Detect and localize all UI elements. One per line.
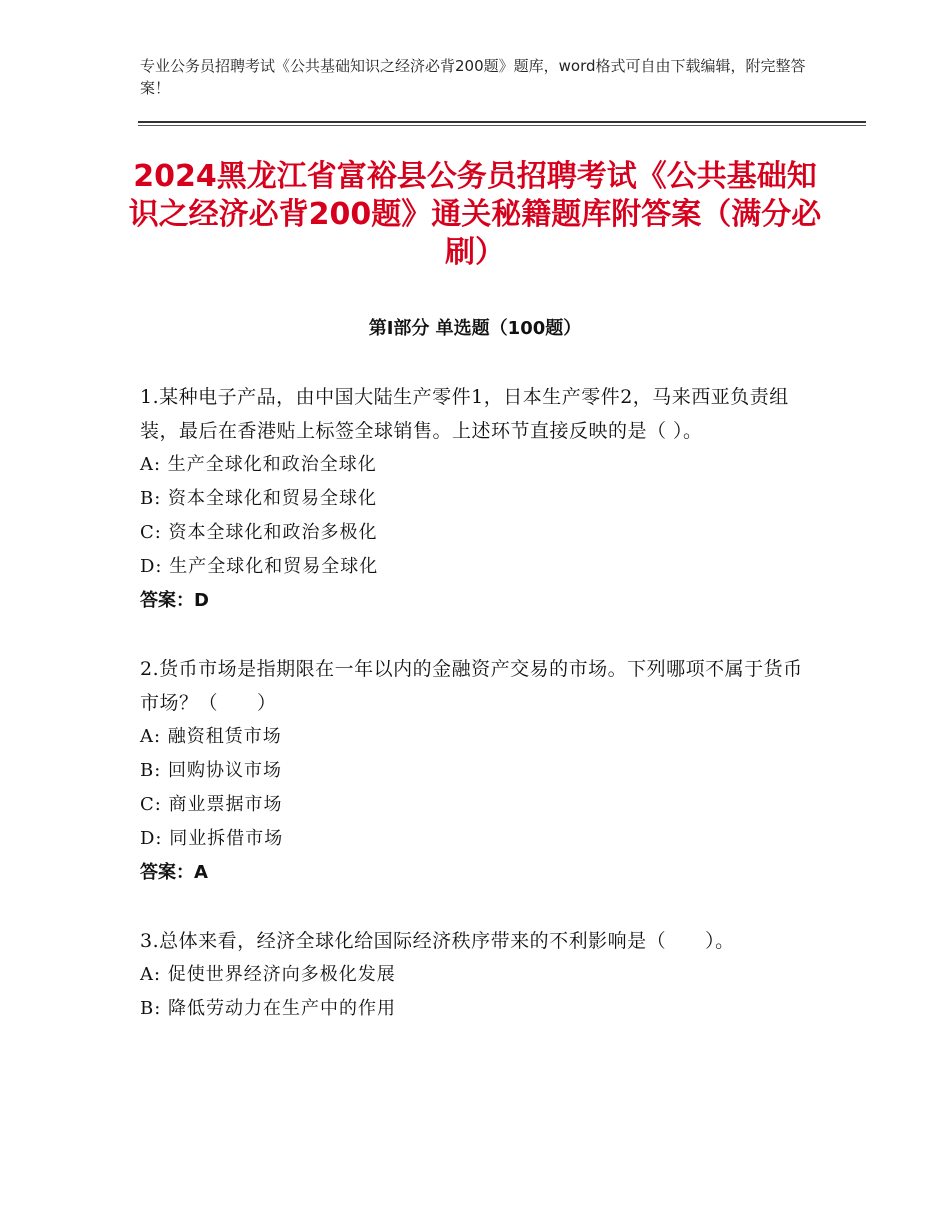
question-stem: 1.某种电子产品，由中国大陆生产零件1，日本生产零件2，马来西亚负责组装，最后在香港贴上标签全球销售。上述环节直接反映的是（ ）。 [140, 386, 789, 442]
question-2 [140, 652, 810, 890]
question-3 [140, 924, 810, 1026]
option-b: B: 资本全球化和贸易全球化 [140, 488, 378, 509]
document-title: 2024黑龙江省富裕县公务员招聘考试《公共基础知识之经济必背200题》通关秘籍题库附答案（满分必刷） [128, 159, 822, 270]
question-stem: 2.货币市场是指期限在一年以内的金融资产交易的市场。下列哪项不属于货币市场？（ ） [140, 658, 803, 714]
answer-label: 答案：A [140, 862, 208, 883]
header-note: 专业公务员招聘考试《公共基础知识之经济必背200题》题库，word格式可自由下载编辑，附完整答案！ [140, 57, 806, 97]
question-1 [140, 380, 810, 618]
question-list [140, 380, 810, 1060]
option-c: C: 资本全球化和政治多极化 [140, 522, 378, 543]
option-a: A: 生产全球化和政治全球化 [140, 454, 377, 475]
option-a: A: 融资租赁市场 [140, 726, 282, 747]
answer-label: 答案：D [140, 590, 209, 611]
option-d: D: 生产全球化和贸易全球化 [140, 556, 379, 577]
question-stem: 3.总体来看，经济全球化给国际经济秩序带来的不利影响是（ ）。 [140, 930, 735, 952]
option-b: B: 降低劳动力在生产中的作用 [140, 998, 397, 1019]
option-c: C: 商业票据市场 [140, 794, 283, 815]
section-title: 第I部分 单选题（100题） [368, 318, 582, 339]
header-divider-thin [138, 125, 866, 126]
header-divider-thick [138, 121, 866, 123]
option-b: B: 回购协议市场 [140, 760, 283, 781]
option-d: D: 同业拆借市场 [140, 828, 284, 849]
option-a: A: 促使世界经济向多极化发展 [140, 964, 396, 985]
